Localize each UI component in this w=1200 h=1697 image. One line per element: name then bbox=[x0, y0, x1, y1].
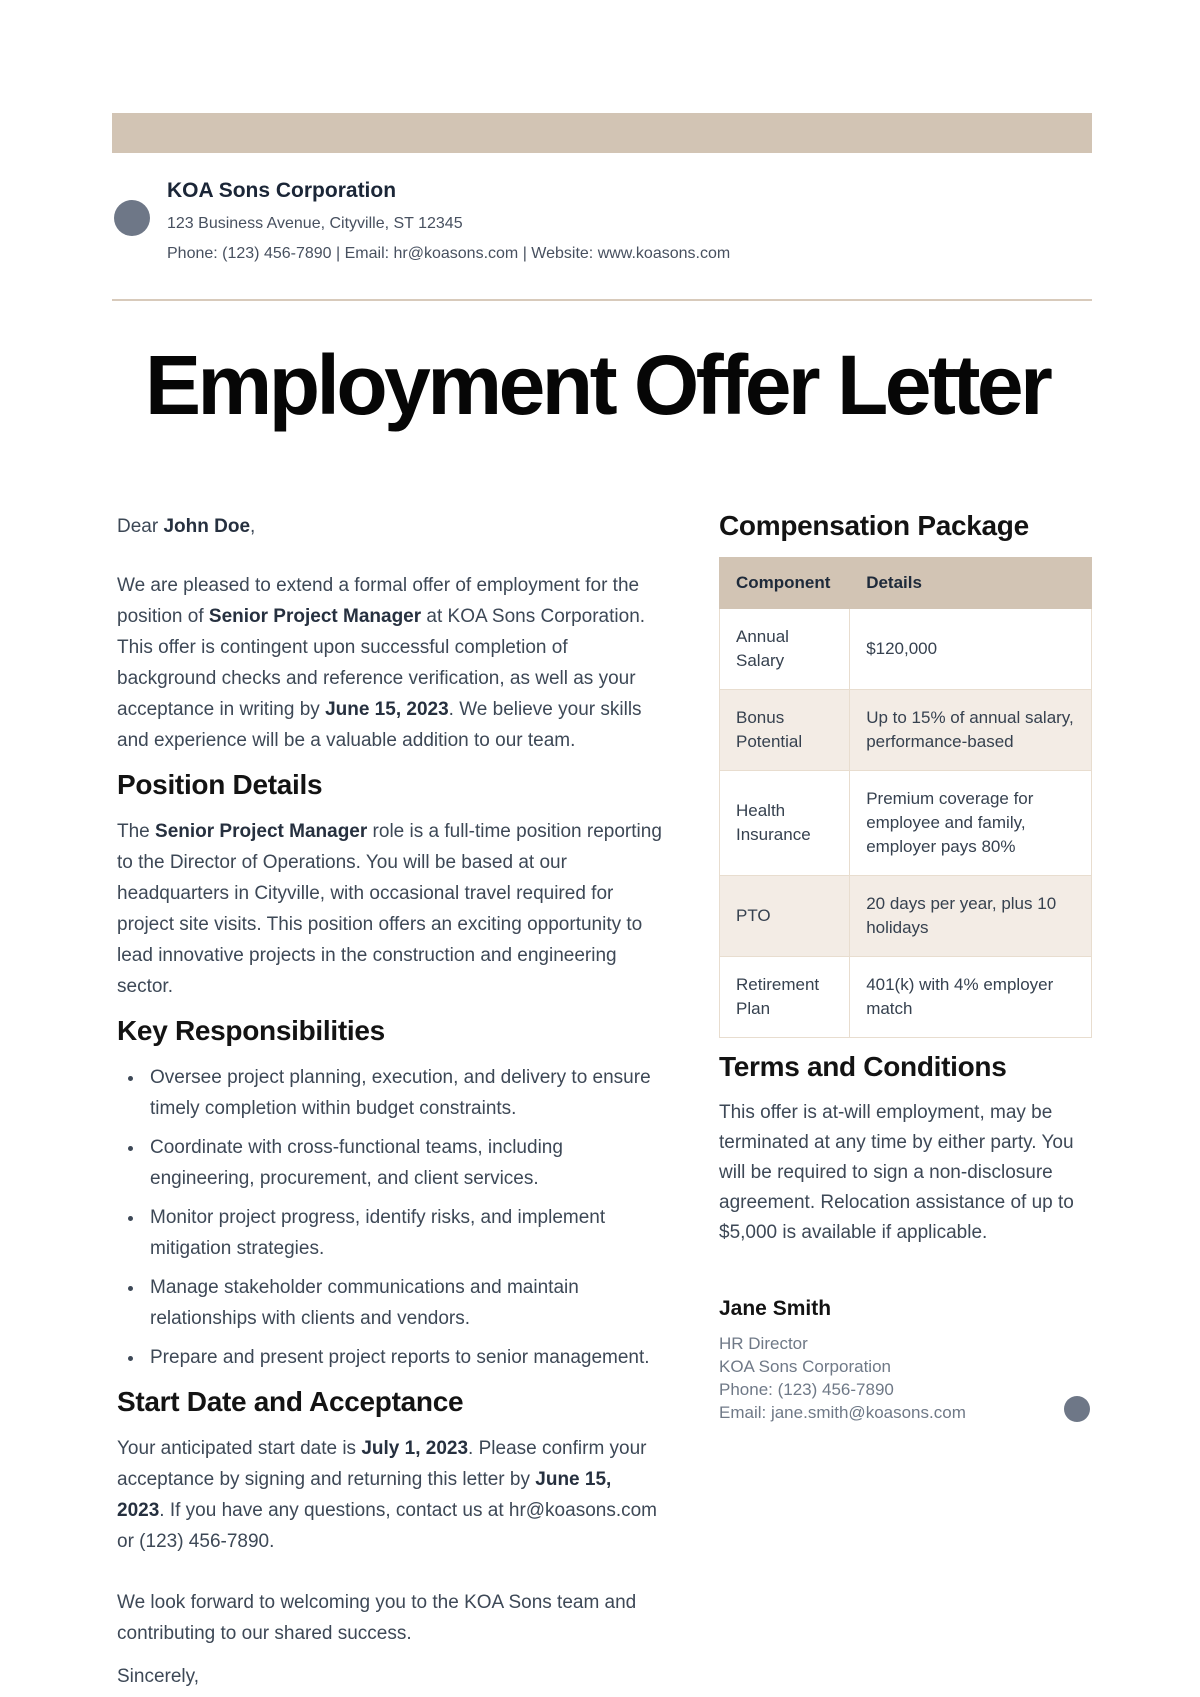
list-item: • Manage stakeholder communications and maintain relationships with clients and vendors. bbox=[145, 1272, 662, 1334]
letterhead-text bbox=[167, 178, 730, 265]
header-accent-bar bbox=[112, 113, 1092, 153]
section-heading-compensation: Compensation Package bbox=[719, 510, 1029, 541]
signer-company: KOA Sons Corporation bbox=[719, 1357, 891, 1376]
table-cell-details: 401(k) with 4% employer match bbox=[850, 957, 1092, 1038]
position-details-paragraph: The Senior Project Manager role is a full-time position reporting to the Director of Operations. You will be based at our headquarters in Cityville, with occasional travel required for project site visits. This position offers an exciting opportunity to lead innovative projects in the construction and engineering sector. bbox=[117, 821, 662, 997]
terms-paragraph: This offer is at-will employment, may be terminated at any time by either party. You will be required to sign a non-disclosure agreement. Relocation assistance of up to $5,000 is available if applicable. bbox=[719, 1102, 1074, 1243]
table-cell-details: Up to 15% of annual salary, performance-based bbox=[850, 690, 1092, 771]
signer-details bbox=[719, 1332, 1092, 1424]
document-title: Employment Offer Letter bbox=[145, 338, 1050, 432]
letter-column bbox=[117, 511, 662, 1692]
compensation-table bbox=[719, 557, 1092, 1038]
table-row bbox=[720, 957, 1092, 1038]
start-date-paragraph: Your anticipated start date is July 1, 2023. Please confirm your acceptance by signing and returning this letter by June 15, 2023. If you have any questions, contact us at hr@koasons.com or (123) 456-7890. bbox=[117, 1438, 658, 1552]
signer-title: HR Director bbox=[719, 1334, 808, 1353]
header-divider bbox=[112, 299, 1092, 301]
table-cell-component: Annual Salary bbox=[720, 609, 850, 690]
letter-body bbox=[112, 511, 1092, 1692]
table-cell-details: $120,000 bbox=[850, 609, 1092, 690]
table-header-row bbox=[720, 558, 1092, 609]
section-heading-terms: Terms and Conditions bbox=[719, 1051, 1007, 1082]
letterhead bbox=[112, 178, 1092, 265]
company-logo-circle-icon bbox=[114, 200, 150, 236]
table-row bbox=[720, 876, 1092, 957]
list-item: • Coordinate with cross-functional teams, including engineering, procurement, and client services. bbox=[145, 1132, 662, 1194]
table-row bbox=[720, 690, 1092, 771]
table-cell-component: Bonus Potential bbox=[720, 690, 850, 771]
section-heading-start-date: Start Date and Acceptance bbox=[117, 1386, 464, 1417]
table-cell-component: Health Insurance bbox=[720, 771, 850, 876]
list-item: • Oversee project planning, execution, and delivery to ensure timely completion within budget constraints. bbox=[145, 1062, 662, 1124]
table-cell-details: 20 days per year, plus 10 holidays bbox=[850, 876, 1092, 957]
signature-block bbox=[719, 1296, 1092, 1424]
list-item: • Monitor project progress, identify risks, and implement mitigation strategies. bbox=[145, 1202, 662, 1264]
table-row bbox=[720, 771, 1092, 876]
signer-email: Email: jane.smith@koasons.com bbox=[719, 1403, 966, 1422]
signature-circle-icon bbox=[1064, 1396, 1090, 1422]
company-name: KOA Sons Corporation bbox=[167, 179, 397, 202]
intro-paragraph: We are pleased to extend a formal offer of employment for the position of Senior Project Manager at KOA Sons Corporation. This offer is contingent upon successful completion of background checks and reference verification, as well as your acceptance in writing by June 15, 2023. We believe your skills and experience will be a valuable addition to our team. bbox=[117, 575, 646, 751]
compensation-table-body bbox=[720, 609, 1092, 1038]
sign-off: Sincerely, bbox=[117, 1666, 200, 1687]
signer-name: Jane Smith bbox=[719, 1297, 832, 1320]
company-address: 123 Business Avenue, Cityville, ST 12345 bbox=[167, 215, 463, 232]
table-row bbox=[720, 609, 1092, 690]
signer-phone: Phone: (123) 456-7890 bbox=[719, 1380, 894, 1399]
responsibilities-list bbox=[117, 1062, 662, 1373]
table-cell-details: Premium coverage for employee and family, employer pays 80% bbox=[850, 771, 1092, 876]
table-cell-component: Retirement Plan bbox=[720, 957, 850, 1038]
compensation-column bbox=[719, 511, 1092, 1692]
table-cell-component: PTO bbox=[720, 876, 850, 957]
table-header-details: Details bbox=[850, 558, 1092, 609]
table-header-component: Component bbox=[720, 558, 850, 609]
list-item: • Prepare and present project reports to senior management. bbox=[145, 1342, 662, 1373]
company-contact-line: Phone: (123) 456-7890 | Email: hr@koasons.com | Website: www.koasons.com bbox=[167, 245, 731, 262]
compensation-table-head bbox=[720, 558, 1092, 609]
salutation: Dear John Doe, bbox=[117, 516, 256, 537]
section-heading-key-responsibilities: Key Responsibilities bbox=[117, 1015, 385, 1046]
section-heading-position-details: Position Details bbox=[117, 769, 323, 800]
closing-paragraph: We look forward to welcoming you to the KOA Sons team and contributing to our shared success. bbox=[117, 1592, 637, 1644]
